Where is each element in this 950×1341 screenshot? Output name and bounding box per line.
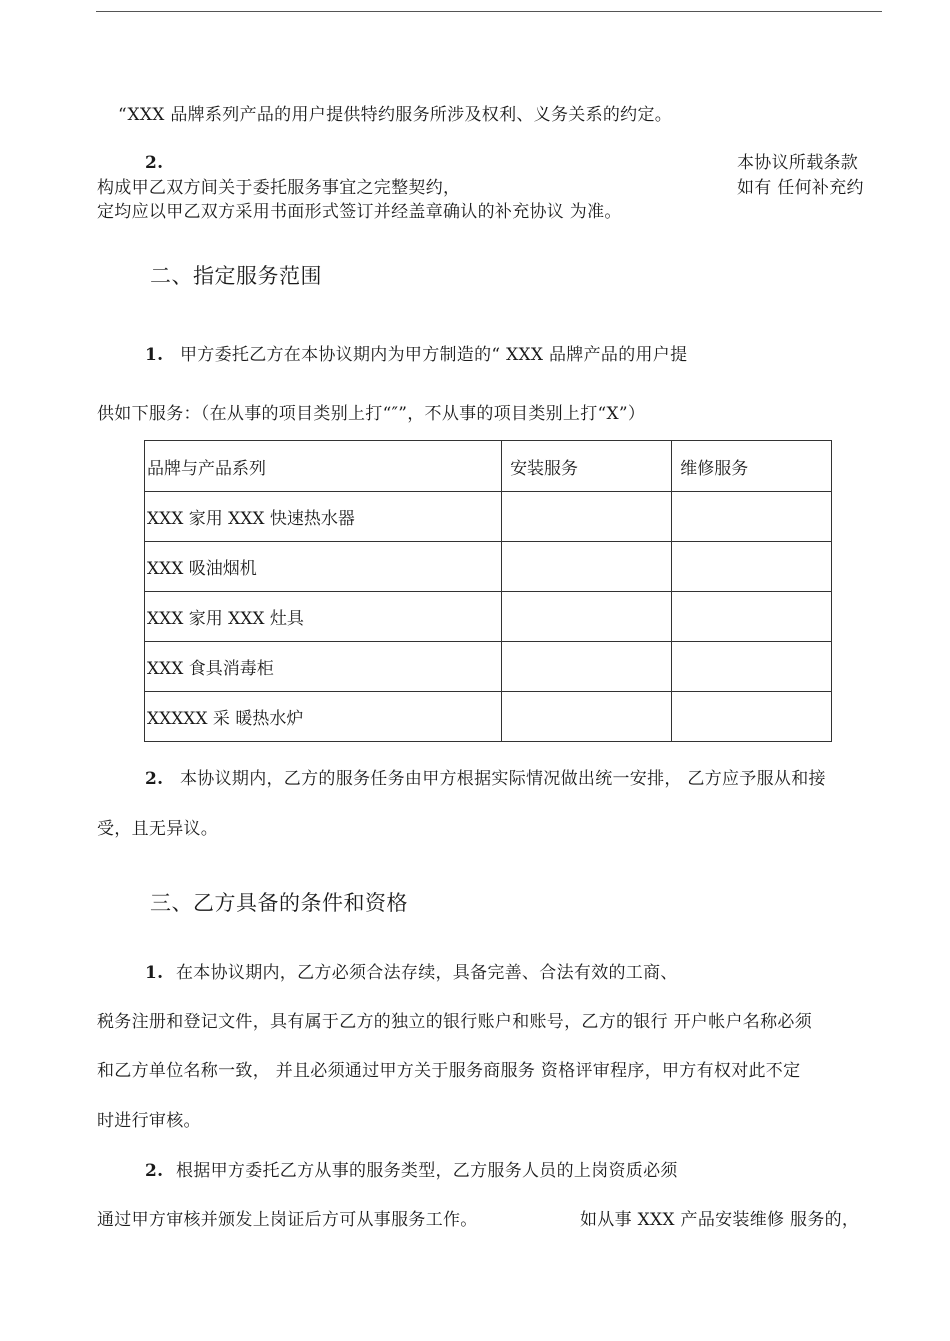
table-cell-repair[interactable] <box>672 592 832 642</box>
table-row <box>145 542 832 592</box>
clause2-text-line-c: 定均应以甲乙双方采用书面形式签订并经盖章确认的补充协议 为准。 <box>97 202 622 222</box>
table-cell-product: XXX 家用 XXX 快速热水器 <box>145 492 502 542</box>
clause2-text-left-b: 构成甲乙双方间关于委托服务事宜之完整契约， <box>97 178 461 198</box>
section3-heading: 三、乙方具备的条件和资格 <box>150 891 408 915</box>
section2-item2-continuation: 受，且无异议。 <box>97 819 219 839</box>
table-cell-product: XXX 吸油烟机 <box>145 542 502 592</box>
section2-item1-text: 甲方委托乙方在本协议期内为甲方制造的“ XXX 品牌产品的用户提 <box>180 345 688 365</box>
table-cell-install[interactable] <box>502 542 672 592</box>
section2-heading: 二、指定服务范围 <box>150 264 322 288</box>
section3-item1-line2: 税务注册和登记文件，具有属于乙方的独立的银行账户和账号，乙方的银行 开户帐户名称必须 <box>97 1012 813 1032</box>
table-header-cell: 维修服务 <box>672 441 832 492</box>
section3-item1-text: 在本协议期内，乙方必须合法存续，具备完善、合法有效的工商、 <box>176 963 678 983</box>
table-header-row <box>145 441 832 492</box>
clause2-text-right-b: 如有 任何补充约 <box>737 178 864 198</box>
section2-item1-number: 1. <box>145 345 164 365</box>
section3-item1-line4: 时进行审核。 <box>97 1111 201 1131</box>
table-cell-install[interactable] <box>502 642 672 692</box>
table-cell-install[interactable] <box>502 692 672 742</box>
section3-item2-right: 如从事 XXX 产品安装维修 服务的， <box>580 1210 860 1230</box>
table-cell-repair[interactable] <box>672 692 832 742</box>
clause1-tail-text: “XXX 品牌系列产品的用户提供特约服务所涉及权利、义务关系的约定。 <box>118 105 673 125</box>
table-header-cell: 安装服务 <box>502 441 672 492</box>
section3-item2-left: 通过甲方审核并颁发上岗证后方可从事服务工作。 <box>97 1210 478 1230</box>
section2-item2-number: 2. <box>145 769 164 789</box>
table-cell-product: XXX 食具消毒柜 <box>145 642 502 692</box>
table-cell-install[interactable] <box>502 592 672 642</box>
table-row <box>145 692 832 742</box>
table-row <box>145 492 832 542</box>
table-row <box>145 642 832 692</box>
section3-item2-text: 根据甲方委托乙方从事的服务类型，乙方服务人员的上岗资质必须 <box>176 1161 678 1181</box>
table-cell-repair[interactable] <box>672 542 832 592</box>
table-cell-repair[interactable] <box>672 642 832 692</box>
table-cell-product: XXX 家用 XXX 灶具 <box>145 592 502 642</box>
table-cell-product: XXXXX 采 暖热水炉 <box>145 692 502 742</box>
table-row <box>145 592 832 642</box>
section3-item1-number: 1. <box>145 963 164 983</box>
clause2-number: 2. <box>145 153 164 173</box>
section2-item1-continuation: 供如下服务：（在从事的项目类别上打“″”，不从事的项目类别上打“X”） <box>97 404 646 424</box>
section3-item2-number: 2. <box>145 1161 164 1181</box>
service-scope-table <box>144 440 832 742</box>
table-header-cell: 品牌与产品系列 <box>145 441 502 492</box>
header-rule <box>96 11 882 12</box>
section2-item2-text: 本协议期内，乙方的服务任务由甲方根据实际情况做出统一安排， 乙方应予服从和接 <box>180 769 826 789</box>
section3-item1-line3: 和乙方单位名称一致， 并且必须通过甲方关于服务商服务 资格评审程序，甲方有权对此不定 <box>97 1061 801 1081</box>
table-cell-install[interactable] <box>502 492 672 542</box>
table-cell-repair[interactable] <box>672 492 832 542</box>
clause2-text-right-a: 本协议所载条款 <box>737 153 859 173</box>
